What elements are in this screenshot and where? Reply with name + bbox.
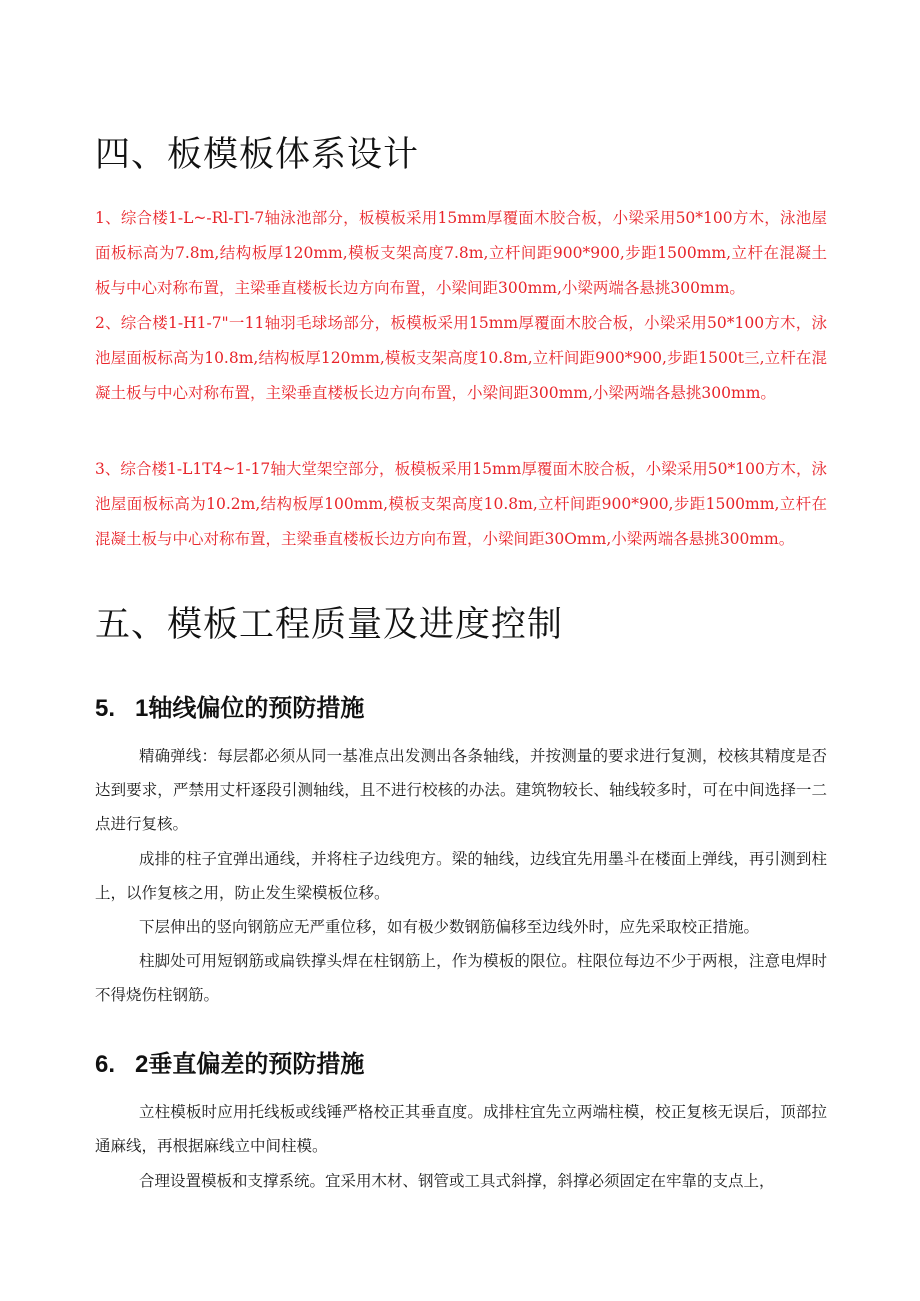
section-5-title: 五、模板工程质量及进度控制 xyxy=(95,605,564,645)
subsection-5-1-title xyxy=(95,688,364,723)
section-4-item-1: 1、综合楼1-L~-Rl-Γl-7轴泳池部分，板模板采用15mm厚覆面木胶合板，小梁采用50*100方木，泳池屋面板标高为7.8m,结构板厚120mm,模板支架高度7.8m,立杆间距900*900,步距1500mm,立杆在混凝土板与中心对称布置，主梁垂直楼板长边方向布置，小梁间距300mm,小梁两端各悬挑300mm。 xyxy=(95,209,827,297)
subsection-5-1-paragraph-4: 柱脚处可用短钢筋或扁铁撑头焊在柱钢筋上，作为模板的限位。柱限位每边不少于两根，注意电焊时不得烧伤柱钢筋。 xyxy=(95,952,827,1004)
subsection-5-1-paragraph-1: 精确弹线：每层都必须从同一基准点出发测出各条轴线，并按测量的要求进行复测，校核其精度是否达到要求，严禁用丈杆逐段引测轴线，且不进行校核的办法。建筑物较长、轴线较多时，可在中间选择一二点进行复核。 xyxy=(95,747,827,833)
subsection-5-2-title xyxy=(95,1044,364,1079)
subsection-5-1-number: 5. xyxy=(95,695,116,722)
subsection-5-2-number: 6. xyxy=(95,1051,116,1078)
subsection-5-1-text: 轴线偏位的预防措施 xyxy=(148,694,365,722)
section-4-item-3: 3、综合楼1-L1T4~1-17轴大堂架空部分，板模板采用15mm厚覆面木胶合板，小梁采用50*100方木，泳池屋面板标高为10.2m,结构板厚100mm,模板支架高度10.8m,立杆间距900*900,步距1500mm,立杆在混凝土板与中心对称布置，主梁垂直楼板长边方向布置，小梁间距30Omm,小梁两端各悬挑300mm。 xyxy=(95,460,827,548)
subsection-5-2-text: 垂直偏差的预防措施 xyxy=(148,1050,365,1078)
subsection-5-1-paragraph-3: 下层伸出的竖向钢筋应无严重位移，如有极少数钢筋偏移至边线外时，应先采取校正措施。 xyxy=(139,918,760,936)
section-4-title: 四、板模板体系设计 xyxy=(95,135,420,175)
subsection-5-1-paragraph-2: 成排的柱子宜弹出通线，并将柱子边线兜方。梁的轴线，边线宜先用墨斗在楼面上弹线，再引测到柱上，以作复核之用，防止发生梁模板位移。 xyxy=(95,850,827,902)
subsection-5-2-paragraph-1: 立柱模板时应用托线板或线锤严格校正其垂直度。成排柱宜先立两端柱模，校正复核无误后，顶部拉通麻线，再根据麻线立中间柱模。 xyxy=(95,1103,827,1155)
subsection-5-1-index: 1 xyxy=(135,695,149,722)
subsection-5-2-paragraph-2: 合理设置模板和支撑系统。宜采用木材、钢管或工具式斜撑，斜撑必须固定在牢靠的支点上， xyxy=(139,1172,775,1190)
section-4-item-2: 2、综合楼1-H1-7"一11轴羽毛球场部分，板模板采用15mm厚覆面木胶合板，小梁采用50*100方木，泳池屋面板标高为10.8m,结构板厚120mm,模板支架高度10.8m,立杆间距900*900,步距1500t三,立杆在混凝土板与中心对称布置，主梁垂直楼板长边方向布置，小梁间距300mm,小梁两端各悬挑300mm。 xyxy=(95,314,827,402)
subsection-5-2-index: 2 xyxy=(135,1051,149,1078)
